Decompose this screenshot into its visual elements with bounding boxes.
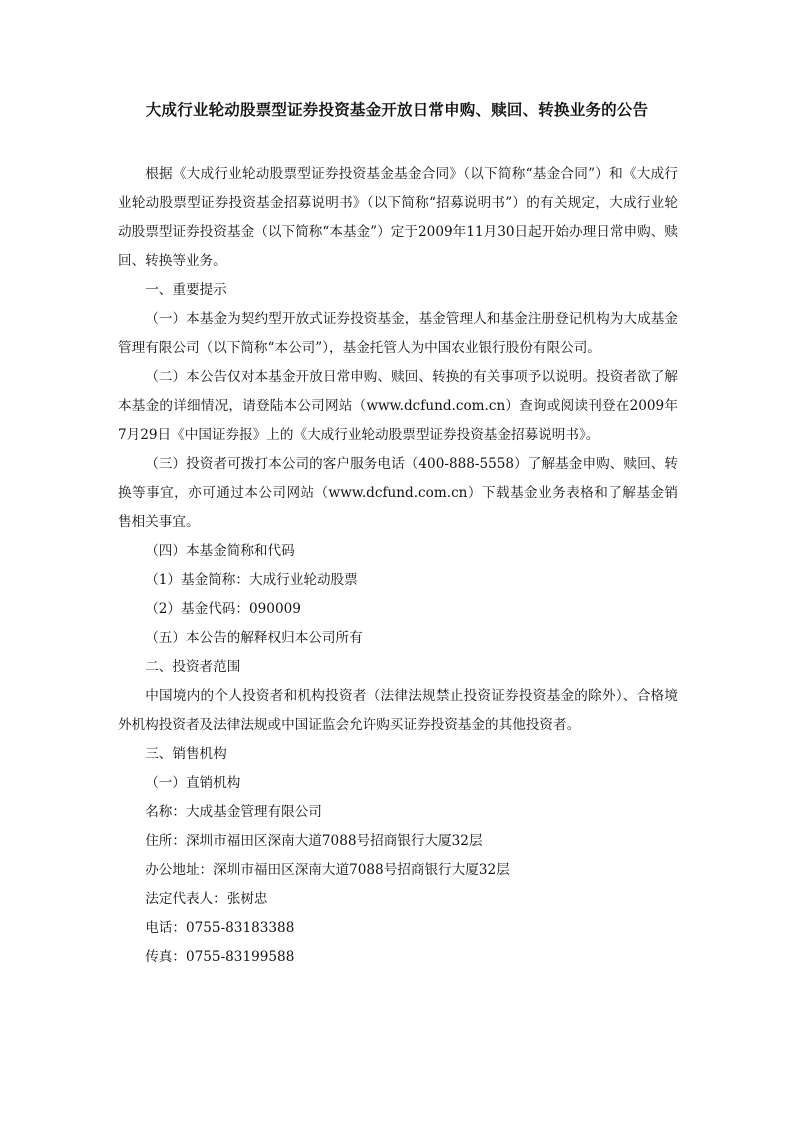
paragraph-notice-4: （四）本基金简称和代码 — [145, 543, 295, 559]
document-title: 大成行业轮动股票型证券投资基金开放日常申购、赎回、转换业务的公告 — [145, 101, 649, 119]
paragraph-notice-2: （二）本公告仅对本基金开放日常申购、赎回、转换的有关事项予以说明。投资者欲了解本基金的详细情况，请登陆本公司网站（www.dcfund.com.cn）查询或阅读刊登在2009年7月29日《中国证券报》上的《大成行业轮动股票型证券投资基金招募说明书》。 — [118, 369, 678, 443]
paragraph-notice-3: （三）投资者可拨打本公司的客户服务电话（400-888-5558）了解基金申购、赎回、转换等事宜，亦可通过本公司网站（www.dcfund.com.cn）下载基金业务表格和了解基金销售相关事宜。 — [118, 456, 678, 530]
fund-short-name: （1）基金简称：大成行业轮动股票 — [145, 572, 358, 588]
section-heading-1: 一、重要提示 — [145, 282, 227, 298]
phone-number: 电话：0755-83183388 — [145, 920, 295, 936]
office-address: 办公地址：深圳市福田区深南大道7088号招商银行大厦32层 — [145, 862, 510, 878]
fund-code: （2）基金代码：090009 — [145, 601, 301, 617]
section-heading-2: 二、投资者范围 — [145, 659, 241, 675]
legal-representative: 法定代表人：张树忠 — [145, 891, 268, 907]
paragraph-investor-scope: 中国境内的个人投资者和机构投资者（法律法规禁止投资证券投资基金的除外）、合格境外机构投资者及法律法规或中国证监会允许购买证券投资基金的其他投资者。 — [118, 688, 678, 733]
company-address: 住所：深圳市福田区深南大道7088号招商银行大厦32层 — [145, 833, 483, 849]
fax-number: 传真：0755-83199588 — [145, 949, 295, 965]
paragraph-notice-5: （五）本公告的解释权归本公司所有 — [145, 630, 363, 646]
sub-heading-direct-sales: （一）直销机构 — [145, 775, 241, 791]
company-name: 名称：大成基金管理有限公司 — [145, 804, 322, 820]
paragraph-intro: 根据《大成行业轮动股票型证券投资基金基金合同》（以下简称“基金合同”）和《大成行业轮动股票型证券投资基金招募说明书》（以下简称“招募说明书”）的有关规定，大成行业轮动股票型证券投资基金（以下简称“本基金”）定于2009年11月30日起开始办理日常申购、赎回、转换等业务。 — [118, 166, 678, 269]
paragraph-notice-1: （一）本基金为契约型开放式证券投资基金，基金管理人和基金注册登记机构为大成基金管理有限公司（以下简称“本公司”），基金托管人为中国农业银行股份有限公司。 — [118, 311, 678, 356]
section-heading-3: 三、销售机构 — [145, 746, 227, 762]
document-body — [118, 160, 678, 972]
